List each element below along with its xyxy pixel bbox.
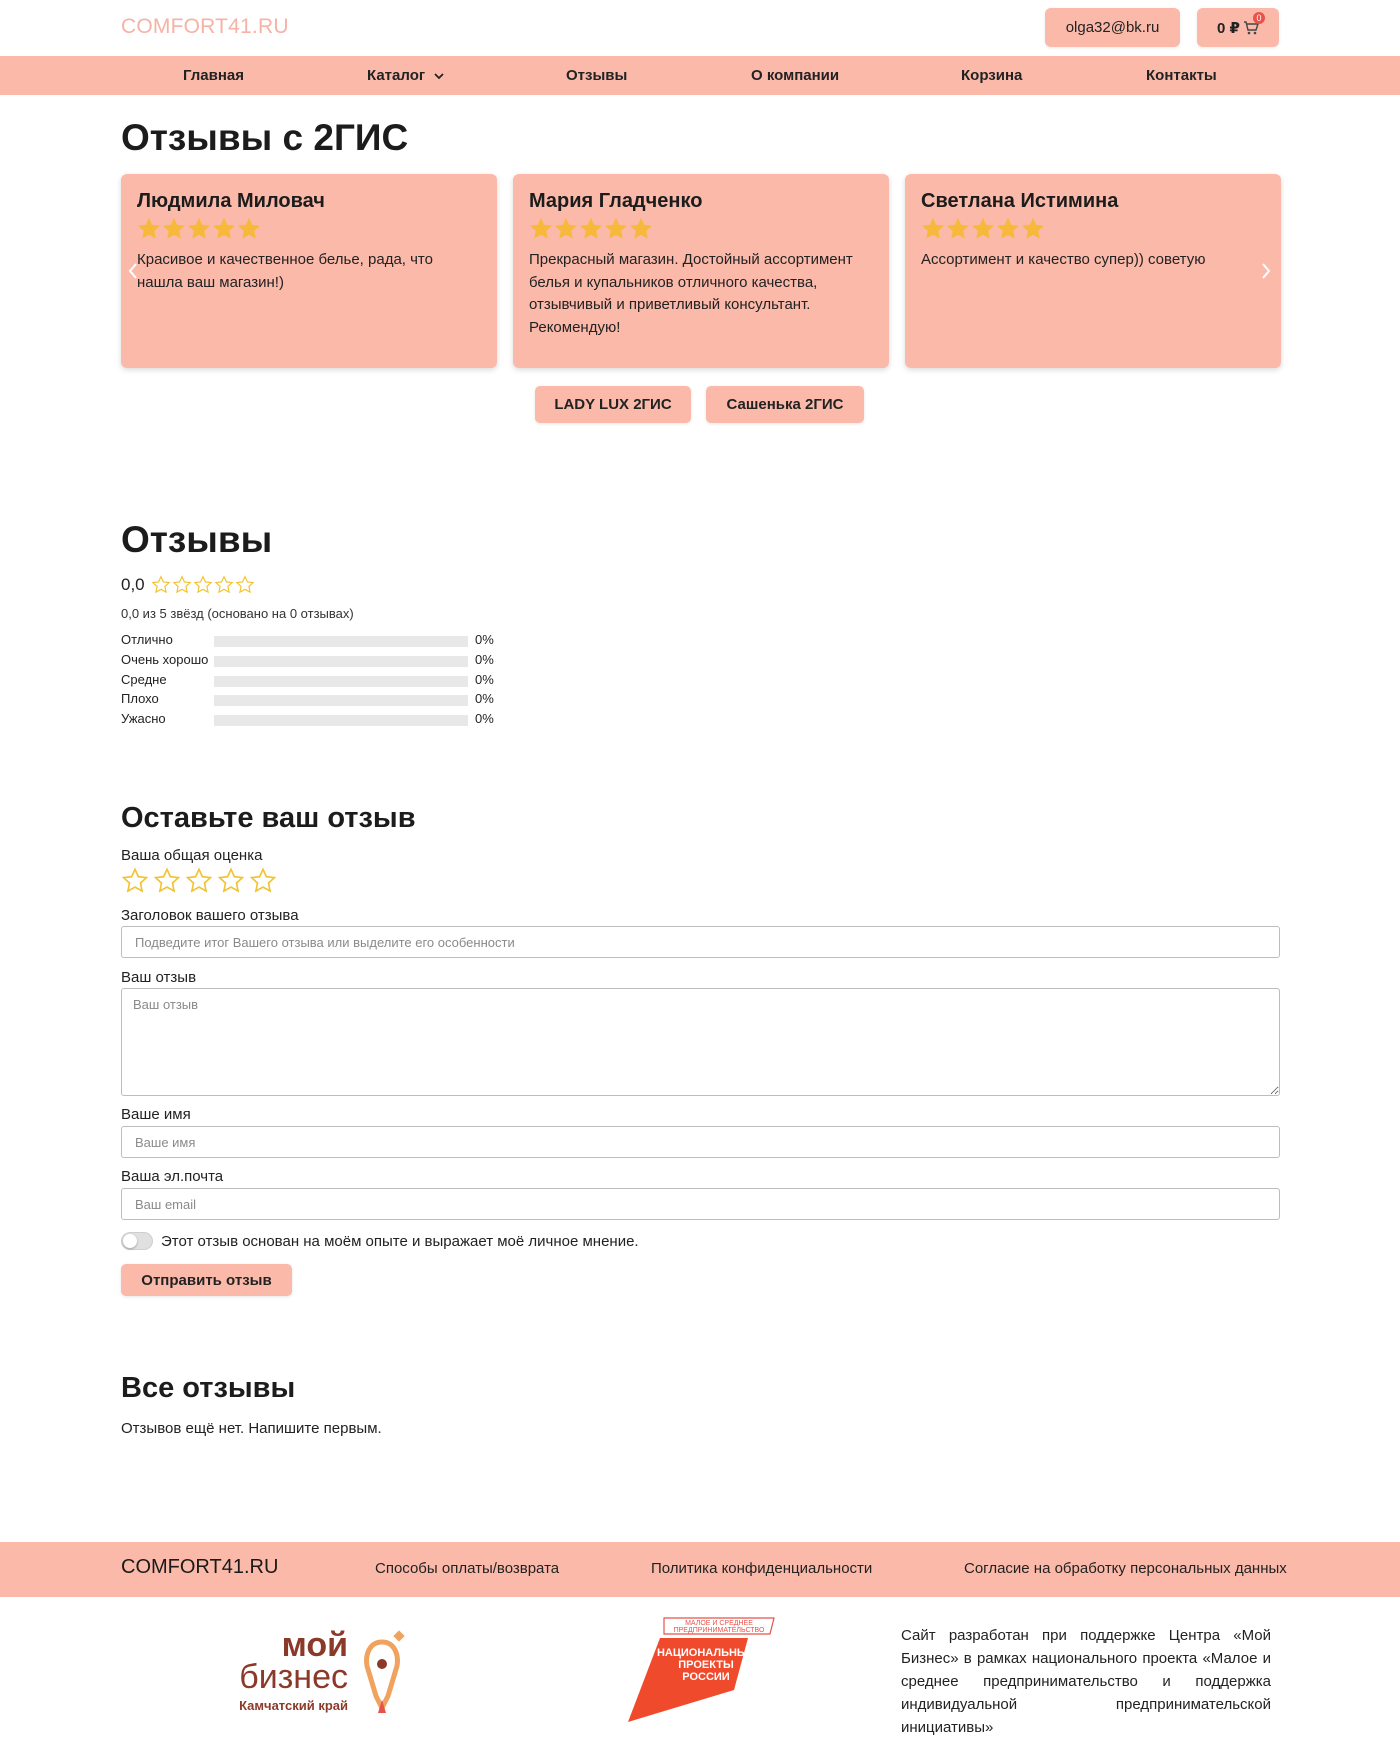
- review-text: Ассортимент и качество супер)) советую: [921, 251, 1206, 268]
- gis-title: Отзывы с 2ГИС: [121, 117, 409, 158]
- top-header: [0, 0, 1400, 56]
- name-label: Ваше имя: [121, 1106, 191, 1123]
- average-rating: [121, 575, 255, 595]
- average-value: 0,0: [121, 575, 145, 594]
- star-rating: [137, 217, 481, 241]
- chevron-down-icon: [434, 72, 444, 80]
- moy-biznes-logo: [220, 1618, 410, 1718]
- rating-bar-label: Средне: [121, 672, 167, 687]
- rating-bar-percent: 0%: [475, 691, 494, 706]
- moy-biznes-line1: мой: [281, 1626, 348, 1664]
- rating-bar-row: [121, 652, 521, 670]
- sashenka-2gis-button[interactable]: Сашенька 2ГИС: [706, 386, 864, 423]
- star-filled-icon: [162, 217, 186, 241]
- rating-bar: [214, 715, 468, 726]
- carousel-next-icon[interactable]: [1260, 262, 1272, 280]
- review-textarea[interactable]: [121, 988, 1280, 1096]
- star-empty-icon: [151, 575, 171, 595]
- star-filled-icon: [1021, 217, 1045, 241]
- rating-bar-row: [121, 711, 521, 729]
- reviewer-name: Людмила Миловач: [137, 190, 325, 212]
- main-nav: [0, 56, 1400, 95]
- consent-toggle[interactable]: [121, 1232, 153, 1250]
- star-filled-icon: [946, 217, 970, 241]
- review-text: Прекрасный магазин. Достойный ассортимент белья и купальников отличного качества, отзывчивый и приветливый консультант. Рекомендую!: [529, 251, 853, 336]
- footer-bar: [0, 1542, 1400, 1597]
- headline-input[interactable]: [121, 926, 1280, 958]
- moy-biznes-line2: бизнес: [239, 1658, 348, 1696]
- empty-reviews-note: Отзывов ещё нет. Напишите первым.: [121, 1420, 382, 1437]
- star-rating: [529, 217, 873, 241]
- nav-home[interactable]: Главная: [183, 67, 245, 84]
- star-empty-icon[interactable]: [217, 867, 245, 895]
- review-card: [513, 174, 889, 368]
- rating-bar-percent: 0%: [475, 672, 494, 687]
- nav-catalog[interactable]: [367, 56, 444, 95]
- national-projects-logo: [624, 1612, 776, 1724]
- rating-bar-percent: 0%: [475, 632, 494, 647]
- cart-count-badge: 0: [1253, 12, 1265, 24]
- rating-bar: [214, 636, 468, 647]
- star-filled-icon: [604, 217, 628, 241]
- rating-bar-label: Очень хорошо: [121, 652, 209, 667]
- rating-summary-note: 0,0 из 5 звёзд (основано на 0 отзывах): [121, 606, 354, 621]
- star-empty-icon[interactable]: [249, 867, 277, 895]
- np-line1: МАЛОЕ И СРЕДНЕЕ: [685, 1620, 753, 1627]
- star-rating: [921, 217, 1265, 241]
- reviewer-name: Мария Гладченко: [529, 190, 703, 212]
- star-filled-icon: [529, 217, 553, 241]
- nav-about[interactable]: О компании: [751, 67, 840, 84]
- rating-bar-label: Плохо: [121, 691, 159, 706]
- carousel-prev-icon[interactable]: [127, 262, 139, 280]
- star-filled-icon: [212, 217, 236, 241]
- nav-reviews[interactable]: Отзывы: [566, 67, 628, 84]
- nav-cart[interactable]: Корзина: [961, 67, 1023, 84]
- review-card: [905, 174, 1281, 368]
- rating-label: Ваша общая оценка: [121, 847, 263, 864]
- rating-bar-row: [121, 672, 521, 690]
- star-empty-icon[interactable]: [121, 867, 149, 895]
- star-filled-icon: [921, 217, 945, 241]
- star-filled-icon: [554, 217, 578, 241]
- rating-bar-row: [121, 632, 521, 650]
- star-filled-icon: [237, 217, 261, 241]
- rating-bar-label: Отлично: [121, 632, 173, 647]
- star-empty-icon[interactable]: [185, 867, 213, 895]
- star-filled-icon: [971, 217, 995, 241]
- review-label: Ваш отзыв: [121, 969, 197, 986]
- star-empty-icon: [193, 575, 213, 595]
- moy-biznes-line3: Камчатский край: [239, 1698, 348, 1713]
- star-empty-icon: [172, 575, 192, 595]
- reviewer-name: Светлана Истимина: [921, 190, 1119, 212]
- nav-catalog-label: Каталог: [367, 67, 426, 84]
- privacy-policy-link[interactable]: Политика конфиденциальности: [651, 1560, 873, 1577]
- email-label: Ваша эл.почта: [121, 1168, 224, 1185]
- rating-bar-label: Ужасно: [121, 711, 166, 726]
- rating-bar: [214, 656, 468, 667]
- all-reviews-title: Все отзывы: [121, 1372, 296, 1404]
- star-empty-icon: [235, 575, 255, 595]
- rating-bar-row: [121, 691, 521, 709]
- account-button[interactable]: olga32@bk.ru: [1045, 8, 1180, 47]
- nav-contacts[interactable]: Контакты: [1146, 67, 1217, 84]
- review-text: Красивое и качественное белье, рада, что нашла ваш магазин!): [137, 251, 433, 291]
- rating-bar: [214, 695, 468, 706]
- footer-logo[interactable]: COMFORT41.RU: [121, 1556, 279, 1578]
- rating-bar-percent: 0%: [475, 652, 494, 667]
- name-input[interactable]: [121, 1126, 1280, 1158]
- cart-icon: [1243, 12, 1262, 36]
- submit-review-button[interactable]: Отправить отзыв: [121, 1264, 292, 1296]
- payment-return-link[interactable]: Способы оплаты/возврата: [375, 1560, 560, 1577]
- rating-bar: [214, 676, 468, 687]
- rating-bar-percent: 0%: [475, 711, 494, 726]
- rating-input[interactable]: [121, 867, 277, 895]
- support-text: Сайт разработан при поддержке Центра «Мой Бизнес» в рамках национального проекта «Малое и среднее предпринимательство и поддержка индивидуальной предпринимательской инициативы»: [901, 1627, 1271, 1736]
- star-filled-icon: [996, 217, 1020, 241]
- star-rating: [151, 575, 255, 595]
- cart-button[interactable]: [1197, 8, 1279, 47]
- data-consent-link[interactable]: Согласие на обработку персональных данных: [964, 1560, 1287, 1577]
- np-line4: ПРОЕКТЫ: [678, 1659, 734, 1671]
- email-input[interactable]: [121, 1188, 1280, 1220]
- cart-total: 0 ₽: [1217, 19, 1240, 37]
- headline-label: Заголовок вашего отзыва: [121, 907, 299, 924]
- np-line2: ПРЕДПРИНИМАТЕЛЬСТВО: [673, 1627, 765, 1634]
- star-filled-icon: [137, 217, 161, 241]
- lady-lux-2gis-button[interactable]: LADY LUX 2ГИС: [535, 386, 691, 423]
- star-filled-icon: [187, 217, 211, 241]
- site-logo[interactable]: COMFORT41.RU: [121, 15, 289, 38]
- consent-label: Этот отзыв основан на моём опыте и выражает моё личное мнение.: [161, 1233, 639, 1250]
- star-empty-icon[interactable]: [153, 867, 181, 895]
- toggle-knob: [123, 1234, 137, 1248]
- star-filled-icon: [579, 217, 603, 241]
- review-card: [121, 174, 497, 368]
- reviews-title: Отзывы: [121, 519, 273, 560]
- star-empty-icon: [214, 575, 234, 595]
- np-line3: НАЦИОНАЛЬНЫЕ: [656, 1647, 756, 1659]
- form-title: Оставьте ваш отзыв: [121, 802, 416, 834]
- star-filled-icon: [629, 217, 653, 241]
- np-line5: РОССИИ: [682, 1671, 730, 1683]
